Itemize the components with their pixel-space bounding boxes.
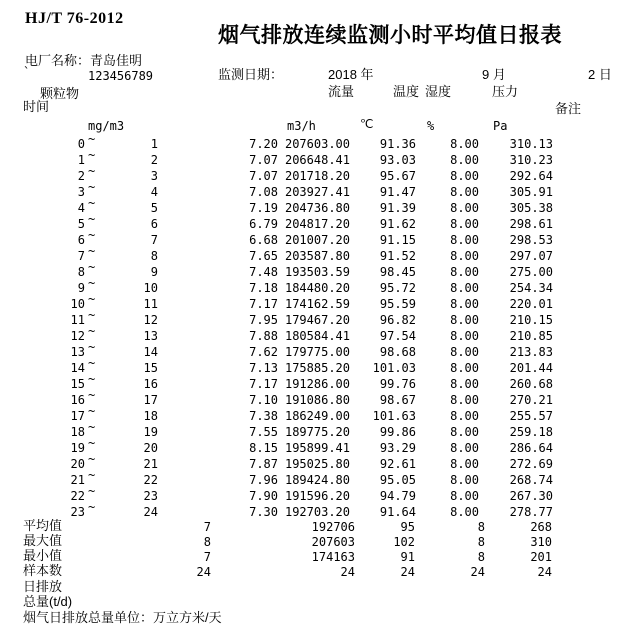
hour-end: 15 [143, 361, 158, 375]
pressure-value: 297.07 [509, 249, 553, 263]
hour-end: 18 [143, 409, 158, 423]
plant-code: 123456789 [88, 69, 154, 83]
temperature-value: 98.68 [379, 345, 416, 359]
footnote-unit-note: 烟气日排放总量单位：万立方米/天 [23, 610, 222, 625]
hour-start: 11 [70, 313, 85, 327]
pressure-value: 292.64 [509, 169, 553, 183]
summary-label: 样本数 [23, 563, 63, 578]
flow-value: 184480.20 [284, 281, 350, 295]
pressure-value: 267.30 [509, 489, 553, 503]
temperature-value: 95.59 [379, 297, 416, 311]
humidity-value: 8.00 [450, 361, 479, 375]
flow-value: 189775.20 [284, 425, 350, 439]
summary-humidity: 8 [477, 550, 485, 564]
summary-flow: 24 [340, 565, 355, 579]
monitor-date-label: 监测日期： [218, 67, 284, 82]
temperature-value: 98.67 [379, 393, 416, 407]
humidity-value: 8.00 [450, 425, 479, 439]
hour-end: 1 [150, 137, 158, 151]
temperature-value: 95.72 [379, 281, 416, 295]
hour-start: 4 [77, 201, 85, 215]
flow-value: 204736.80 [284, 201, 350, 215]
monitor-date-month: 9 月 [482, 67, 506, 82]
summary-pressure: 201 [530, 550, 552, 564]
plant-tick-mark: ` [23, 65, 31, 79]
pressure-value: 278.77 [509, 505, 553, 519]
flow-value: 174162.59 [284, 297, 350, 311]
hour-end: 12 [143, 313, 158, 327]
particulate-value: 7.08 [249, 185, 278, 199]
temperature-value: 92.61 [379, 457, 416, 471]
tilde-separator: ~ [88, 500, 96, 514]
hour-start: 22 [70, 489, 85, 503]
humidity-value: 8.00 [450, 457, 479, 471]
tilde-separator: ~ [88, 148, 96, 162]
summary-flow: 192706 [311, 520, 355, 534]
summary-label: 平均值 [23, 518, 63, 533]
pressure-value: 210.85 [509, 329, 553, 343]
tilde-separator: ~ [88, 452, 96, 466]
summary-humidity: 8 [477, 535, 485, 549]
summary-temperature: 24 [400, 565, 415, 579]
temperature-value: 91.64 [379, 505, 416, 519]
humidity-value: 8.00 [450, 297, 479, 311]
column-header-temperature: 温度 [393, 84, 420, 99]
temperature-value: 95.67 [379, 169, 416, 183]
pressure-value: 210.15 [509, 313, 553, 327]
humidity-value: 8.00 [450, 489, 479, 503]
summary-row [0, 564, 642, 580]
summary-particulate: 7 [203, 520, 211, 534]
hour-end: 10 [143, 281, 158, 295]
monitor-date-year: 2018 年 [328, 67, 374, 82]
particulate-value: 7.13 [249, 361, 278, 375]
humidity-value: 8.00 [450, 377, 479, 391]
particulate-value: 7.96 [249, 473, 278, 487]
hour-end: 4 [150, 185, 158, 199]
tilde-separator: ~ [88, 244, 96, 258]
hour-start: 7 [77, 249, 85, 263]
pressure-value: 270.21 [509, 393, 553, 407]
unit-humidity: % [427, 119, 435, 133]
tilde-separator: ~ [88, 260, 96, 274]
humidity-value: 8.00 [450, 201, 479, 215]
summary-pressure: 268 [530, 520, 552, 534]
summary-flow: 207603 [311, 535, 355, 549]
humidity-value: 8.00 [450, 137, 479, 151]
humidity-value: 8.00 [450, 441, 479, 455]
hour-start: 16 [70, 393, 85, 407]
pressure-value: 275.00 [509, 265, 553, 279]
summary-temperature: 95 [400, 520, 415, 534]
humidity-value: 8.00 [450, 313, 479, 327]
hour-start: 18 [70, 425, 85, 439]
flow-value: 175885.20 [284, 361, 350, 375]
summary-flow: 174163 [311, 550, 355, 564]
pressure-value: 310.23 [509, 153, 553, 167]
hour-start: 21 [70, 473, 85, 487]
hour-start: 17 [70, 409, 85, 423]
tilde-separator: ~ [88, 468, 96, 482]
column-header-flow: 流量 [328, 84, 355, 99]
particulate-value: 8.15 [249, 441, 278, 455]
flow-value: 207603.00 [284, 137, 350, 151]
flow-value: 179775.00 [284, 345, 350, 359]
temperature-value: 91.39 [379, 201, 416, 215]
hour-end: 11 [143, 297, 158, 311]
column-header-humidity: 湿度 [425, 84, 452, 99]
hour-end: 19 [143, 425, 158, 439]
tilde-separator: ~ [88, 356, 96, 370]
flow-value: 191286.00 [284, 377, 350, 391]
pressure-value: 310.13 [509, 137, 553, 151]
hour-start: 10 [70, 297, 85, 311]
flow-value: 193503.59 [284, 265, 350, 279]
hour-end: 20 [143, 441, 158, 455]
flow-value: 192703.20 [284, 505, 350, 519]
particulate-value: 7.20 [249, 137, 278, 151]
hour-end: 3 [150, 169, 158, 183]
hour-start: 0 [77, 137, 85, 151]
temperature-value: 101.63 [372, 409, 416, 423]
hour-end: 21 [143, 457, 158, 471]
summary-temperature: 102 [393, 535, 415, 549]
summary-row [0, 534, 642, 550]
summary-temperature: 91 [400, 550, 415, 564]
pressure-value: 298.53 [509, 233, 553, 247]
particulate-value: 7.10 [249, 393, 278, 407]
summary-pressure: 24 [537, 565, 552, 579]
particulate-value: 7.55 [249, 425, 278, 439]
particulate-value: 7.07 [249, 169, 278, 183]
particulate-value: 7.18 [249, 281, 278, 295]
tilde-separator: ~ [88, 164, 96, 178]
hour-start: 13 [70, 345, 85, 359]
pressure-value: 260.68 [509, 377, 553, 391]
particulate-value: 6.79 [249, 217, 278, 231]
flow-value: 195899.41 [284, 441, 350, 455]
particulate-value: 7.19 [249, 201, 278, 215]
particulate-value: 7.88 [249, 329, 278, 343]
temperature-value: 94.79 [379, 489, 416, 503]
summary-row [0, 549, 642, 565]
hour-start: 20 [70, 457, 85, 471]
summary-label: 最大值 [23, 533, 63, 548]
column-header-remark: 备注 [555, 101, 582, 116]
summary-humidity: 24 [470, 565, 485, 579]
hour-start: 12 [70, 329, 85, 343]
pressure-value: 286.64 [509, 441, 553, 455]
hour-start: 2 [77, 169, 85, 183]
humidity-value: 8.00 [450, 409, 479, 423]
humidity-value: 8.00 [450, 169, 479, 183]
hour-end: 23 [143, 489, 158, 503]
summary-particulate: 8 [203, 535, 211, 549]
summary-row [0, 519, 642, 535]
summary-humidity: 8 [477, 520, 485, 534]
hour-end: 22 [143, 473, 158, 487]
temperature-value: 93.29 [379, 441, 416, 455]
summary-particulate: 7 [203, 550, 211, 564]
unit-temperature: ℃ [360, 117, 374, 131]
hour-start: 1 [77, 153, 85, 167]
tilde-separator: ~ [88, 180, 96, 194]
hour-end: 9 [150, 265, 158, 279]
flow-value: 203927.41 [284, 185, 350, 199]
pressure-value: 220.01 [509, 297, 553, 311]
table-row [0, 500, 642, 520]
monitor-date-day: 2 日 [588, 67, 612, 82]
humidity-value: 8.00 [450, 345, 479, 359]
summary-particulate: 24 [196, 565, 211, 579]
particulate-value: 7.38 [249, 409, 278, 423]
particulate-value: 7.17 [249, 297, 278, 311]
flow-value: 180584.41 [284, 329, 350, 343]
humidity-value: 8.00 [450, 217, 479, 231]
tilde-separator: ~ [88, 228, 96, 242]
summary-label: 日排放 [23, 579, 63, 594]
humidity-value: 8.00 [450, 233, 479, 247]
hour-end: 6 [150, 217, 158, 231]
tilde-separator: ~ [88, 372, 96, 386]
particulate-value: 7.17 [249, 377, 278, 391]
humidity-value: 8.00 [450, 393, 479, 407]
flow-value: 203587.80 [284, 249, 350, 263]
temperature-value: 91.36 [379, 137, 416, 151]
humidity-value: 8.00 [450, 153, 479, 167]
pressure-value: 259.18 [509, 425, 553, 439]
tilde-separator: ~ [88, 132, 96, 146]
column-header-particulate: 颗粒物 [40, 86, 80, 101]
particulate-value: 6.68 [249, 233, 278, 247]
temperature-value: 101.03 [372, 361, 416, 375]
unit-pressure: Pa [493, 119, 508, 133]
hour-start: 6 [77, 233, 85, 247]
tilde-separator: ~ [88, 388, 96, 402]
hour-end: 16 [143, 377, 158, 391]
humidity-value: 8.00 [450, 281, 479, 295]
hour-start: 19 [70, 441, 85, 455]
pressure-value: 254.34 [509, 281, 553, 295]
tilde-separator: ~ [88, 436, 96, 450]
standard-code: HJ/T 76-2012 [25, 10, 124, 27]
tilde-separator: ~ [88, 276, 96, 290]
hour-end: 5 [150, 201, 158, 215]
temperature-value: 96.82 [379, 313, 416, 327]
particulate-value: 7.90 [249, 489, 278, 503]
flow-value: 186249.00 [284, 409, 350, 423]
tilde-separator: ~ [88, 404, 96, 418]
temperature-value: 99.86 [379, 425, 416, 439]
temperature-value: 95.05 [379, 473, 416, 487]
column-header-pressure: 压力 [492, 84, 519, 99]
flow-value: 201007.20 [284, 233, 350, 247]
hour-start: 5 [77, 217, 85, 231]
plant-name-value: 青岛佳明 [90, 53, 143, 68]
humidity-value: 8.00 [450, 265, 479, 279]
particulate-value: 7.07 [249, 153, 278, 167]
summary-row [0, 580, 642, 596]
temperature-value: 93.03 [379, 153, 416, 167]
temperature-value: 97.54 [379, 329, 416, 343]
pressure-value: 305.38 [509, 201, 553, 215]
hour-end: 14 [143, 345, 158, 359]
temperature-value: 91.62 [379, 217, 416, 231]
hour-start: 15 [70, 377, 85, 391]
flow-value: 189424.80 [284, 473, 350, 487]
tilde-separator: ~ [88, 324, 96, 338]
flow-value: 195025.80 [284, 457, 350, 471]
tilde-separator: ~ [88, 340, 96, 354]
flow-value: 179467.20 [284, 313, 350, 327]
humidity-value: 8.00 [450, 329, 479, 343]
temperature-value: 91.47 [379, 185, 416, 199]
pressure-value: 305.91 [509, 185, 553, 199]
hour-end: 17 [143, 393, 158, 407]
temperature-value: 91.52 [379, 249, 416, 263]
hour-start: 23 [70, 505, 85, 519]
hour-end: 8 [150, 249, 158, 263]
humidity-value: 8.00 [450, 473, 479, 487]
hour-end: 7 [150, 233, 158, 247]
temperature-value: 98.45 [379, 265, 416, 279]
tilde-separator: ~ [88, 292, 96, 306]
pressure-value: 201.44 [509, 361, 553, 375]
temperature-value: 99.76 [379, 377, 416, 391]
hour-start: 3 [77, 185, 85, 199]
plant-name-label: 电厂名称： [25, 53, 91, 68]
pressure-value: 298.61 [509, 217, 553, 231]
hour-start: 14 [70, 361, 85, 375]
humidity-value: 8.00 [450, 505, 479, 519]
summary-label: 最小值 [23, 548, 63, 563]
pressure-value: 255.57 [509, 409, 553, 423]
humidity-value: 8.00 [450, 249, 479, 263]
flow-value: 201718.20 [284, 169, 350, 183]
pressure-value: 268.74 [509, 473, 553, 487]
humidity-value: 8.00 [450, 185, 479, 199]
summary-row [0, 595, 642, 611]
unit-flow: m3/h [287, 119, 316, 133]
tilde-separator: ~ [88, 420, 96, 434]
tilde-separator: ~ [88, 212, 96, 226]
flow-value: 204817.20 [284, 217, 350, 231]
plant-name-line [25, 54, 142, 68]
hour-end: 13 [143, 329, 158, 343]
unit-particulate: mg/m3 [88, 119, 125, 133]
particulate-value: 7.95 [249, 313, 278, 327]
temperature-value: 91.15 [379, 233, 416, 247]
particulate-value: 7.30 [249, 505, 278, 519]
flow-value: 206648.41 [284, 153, 350, 167]
tilde-separator: ~ [88, 308, 96, 322]
tilde-separator: ~ [88, 484, 96, 498]
particulate-value: 7.65 [249, 249, 278, 263]
report-title: 烟气排放连续监测小时平均值日报表 [218, 24, 562, 47]
summary-label: 总量(t/d) [23, 594, 73, 609]
summary-pressure: 310 [530, 535, 552, 549]
flow-value: 191596.20 [284, 489, 350, 503]
hour-end: 24 [143, 505, 158, 519]
tilde-separator: ~ [88, 196, 96, 210]
hour-start: 9 [77, 281, 85, 295]
hour-start: 8 [77, 265, 85, 279]
particulate-value: 7.87 [249, 457, 278, 471]
pressure-value: 213.83 [509, 345, 553, 359]
particulate-value: 7.62 [249, 345, 278, 359]
column-header-time: 时间 [23, 99, 50, 114]
flow-value: 191086.80 [284, 393, 350, 407]
hour-end: 2 [150, 153, 158, 167]
particulate-value: 7.48 [249, 265, 278, 279]
pressure-value: 272.69 [509, 457, 553, 471]
